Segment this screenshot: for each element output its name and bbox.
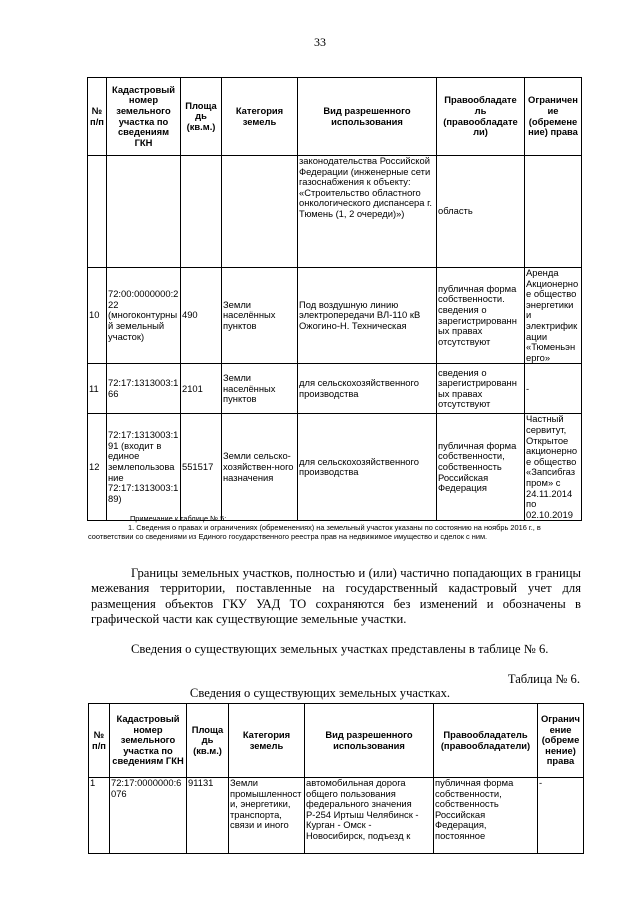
cell-owner: публичная форма собственности, собственность Российская Федерация [437,414,525,521]
cell-owner: публичная форма собственности. сведения о зарегистрированных правах отсутствуют [437,268,525,364]
header-owner: Правообладате ль (правообладате ли) [437,78,525,156]
table-note [88,514,583,541]
header-num: № п/п [89,704,110,778]
cell-owner: область [437,156,525,268]
cell-usage: автомобильная дорога общего пользования федерального значения Р-254 Иртыш Челябинск - Курган - Омск - Новосибирск, подъезд к [305,778,434,854]
cell-category [222,156,298,268]
table-header-row [89,704,584,778]
cell-category: Земли сельско-хозяйствен-ного назначения [222,414,298,521]
table-6-label: Таблица № 6. [507,672,580,686]
note-text: 1. Сведения о правах и ограничениях (обременениях) на земельный участок указаны по состоянию на ноябрь 2016 г., в соответствии со сведениями из Единого государственного реестра прав на недвижимое имущество и сделок с ним. [88,523,541,541]
cell-usage: для сельскохозяйственного производства [298,364,437,414]
table-row [88,414,582,521]
cell-cadastral: 72:17:1313003:166 [107,364,181,414]
cell-cadastral: 72:17:0000000:6076 [110,778,187,854]
cell-usage: для сельскохозяйственного производства [298,414,437,521]
cell-restriction: - [538,778,584,854]
header-usage: Вид разрешенного использования [305,704,434,778]
table-6-title: Сведения о существующих земельных участках. [189,686,451,700]
header-category: Категория земель [222,78,298,156]
header-num: № п/п [88,78,107,156]
table-row [89,778,584,854]
page-number: 33 [314,35,326,49]
header-usage: Вид разрешенного использования [298,78,437,156]
cell-category: Земли населённых пунктов [222,268,298,364]
cell-num: 11 [88,364,107,414]
cell-usage: законодательства Российской Федерации (инженерные сети газоснабжения к объекту: «Строительство областного онкологического диспансера г. Тюмень (1, 2 очереди)») [298,156,437,268]
cell-usage: Под воздушную линию электропередачи ВЛ-110 кВ Ожогино-Н. Техническая [298,268,437,364]
cell-num [88,156,107,268]
cell-num: 1 [89,778,110,854]
table-row [88,364,582,414]
cell-num: 12 [88,414,107,521]
cell-area: 91131 [187,778,229,854]
table-row [88,268,582,364]
cell-cadastral: 72:00:0000000:222 (многоконтурный земельный участок) [107,268,181,364]
paragraph-existing-plots: Сведения о существующих земельных участках представлены в таблице № 6. [131,642,549,656]
table-6 [88,703,584,854]
note-title: Примечание к таблице № 5: [130,514,227,523]
cell-restriction [525,156,582,268]
cell-cadastral: 72:17:1313003:191 (входит в единое землепользование 72:17:1313003:189) [107,414,181,521]
cell-category: Земли населённых пунктов [222,364,298,414]
cell-restriction: Аренда Акционерное общество энергетики и электрификации «Тюменьэнерго» [525,268,582,364]
cell-cadastral [107,156,181,268]
cell-restriction: - [525,364,582,414]
cell-category: Земли промышленности, энергетики, транспорта, связи и иного [229,778,305,854]
cell-area: 490 [181,268,222,364]
cell-area: 2101 [181,364,222,414]
cell-owner: публичная форма собственности, собственность Российская Федерация, постоянное [434,778,538,854]
table-header-row [88,78,582,156]
cell-area [181,156,222,268]
header-area: Площа дь (кв.м.) [187,704,229,778]
cell-area: 551517 [181,414,222,521]
header-restriction: Ограничение (обременение) права [525,78,582,156]
header-cadastral: Кадастровый номер земельного участка по сведениям ГКН [110,704,187,778]
cell-num: 10 [88,268,107,364]
table-row [88,156,582,268]
table-5 [87,77,582,521]
header-category: Категория земель [229,704,305,778]
header-area: Площа дь (кв.м.) [181,78,222,156]
header-restriction: Ограничение (обременение) права [538,704,584,778]
cell-restriction: Частный сервитут, Открытое акционерное общество «Запсибгазпром» с 24.11.2014 по 02.10.2019 [525,414,582,521]
paragraph-boundaries: Границы земельных участков, полностью и (или) частично попадающих в границы межевания территории, поставленные на государственный кадастровый учет для размещения объектов ГКУ УАД ТО сохраняются без изменений и обозначены в графической части как существующие земельные участки. [91,566,581,627]
header-cadastral: Кадастровый номер земельного участка по сведениям ГКН [107,78,181,156]
header-owner: Правообладатель (правообладатели) [434,704,538,778]
cell-owner: сведения о зарегистрированных правах отсутствуют [437,364,525,414]
